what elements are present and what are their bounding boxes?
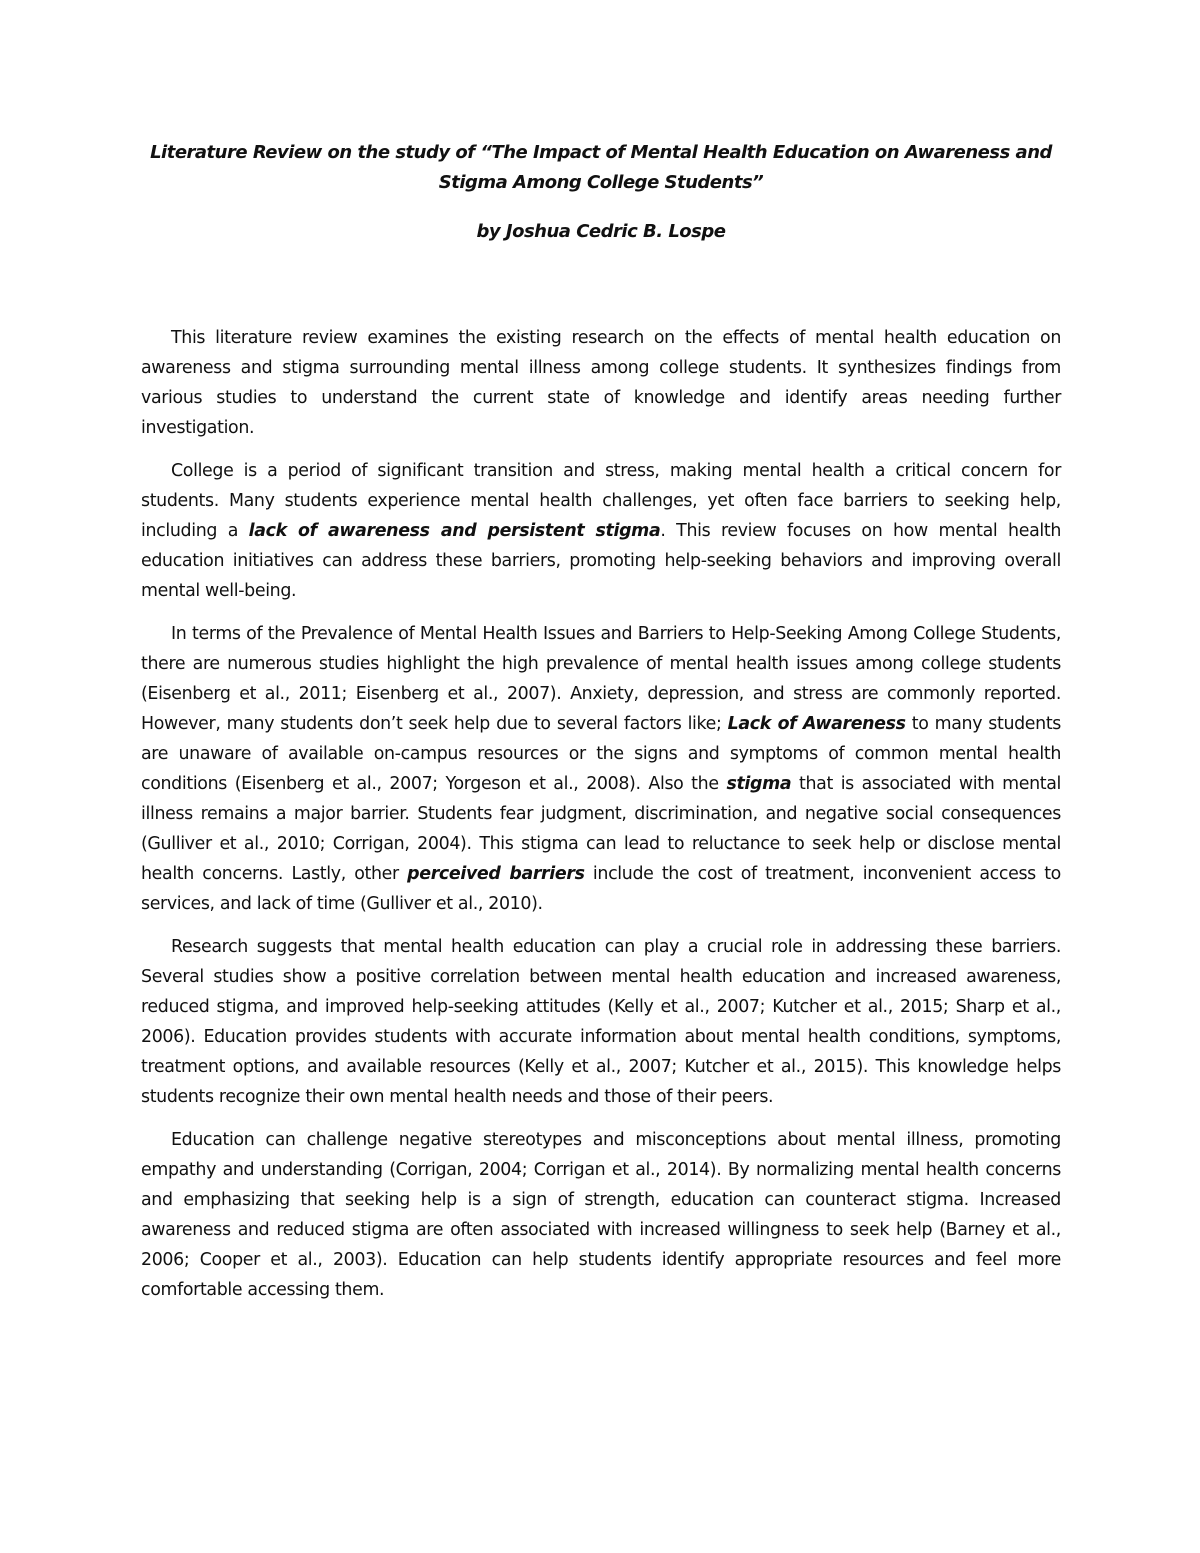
emphasis-lack-of-awareness-stigma: lack of awareness and persistent stigma xyxy=(248,521,661,541)
paragraph-text: to many students are unaware of available on-campus resources or the signs and symptoms of common mental health conditions (Eisenberg et al., 2007; Yorgeson et al., 2008). Also the xyxy=(141,714,1062,794)
paragraph-text: that is associated with mental illness remains a major barrier. Students fear judgment, discrimination, and negative social consequences (Gulliver et al., 2010; Corrigan, 2004). This stigma can lead to reluctance to seek help or disclose mental health concerns. Lastly, other xyxy=(141,774,1062,884)
document-body xyxy=(141,323,1061,1305)
paragraph-text: In terms of the Prevalence of Mental Health Issues and Barriers to Help-Seeking Among College Students, there are numerous studies highlight the high prevalence of mental health issues among college students (Eisenberg et al., 2011; Eisenberg et al., 2007). Anxiety, depression, and stress are commonly reported. However, many students don’t seek help due to several factors like; xyxy=(141,624,1061,734)
paragraph-text: College is a period of significant transition and stress, making mental health a critical concern for students. Many students experience mental health challenges, yet often face barriers to seeking help, including a xyxy=(141,461,1061,541)
document-author: by Joshua Cedric B. Lospe xyxy=(476,221,726,242)
paragraph-college-context xyxy=(141,456,1061,606)
paragraph-text: include the cost of treatment, inconvenient access to services, and lack of time (Gulliver et al., 2010). xyxy=(141,864,1061,914)
paragraph-text: . This review focuses on how mental health education initiatives can address these barriers, promoting help-seeking behaviors and improving overall mental well-being. xyxy=(141,521,1061,601)
emphasis-stigma: stigma xyxy=(726,774,792,794)
paragraph-challenging-stereotypes: Education can challenge negative stereotypes and misconceptions about mental illness, promoting empathy and understanding (Corrigan, 2004; Corrigan et al., 2014). By normalizing mental health concerns and emphasizing that seeking help is a sign of strength, education can counteract stigma. Increased awareness and reduced stigma are often associated with increased willingness to seek help (Barney et al., 2006; Cooper et al., 2003). Education can help students identify appropriate resources and feel more comfortable accessing them. xyxy=(141,1130,1061,1300)
emphasis-perceived-barriers: perceived barriers xyxy=(407,864,585,884)
document-title: Literature Review on the study of “The Impact of Mental Health Education on Awareness and Stigma Among College Students” xyxy=(150,142,1052,193)
paragraph-education-role: Research suggests that mental health education can play a crucial role in addressing these barriers. Several studies show a positive correlation between mental health education and increased awareness, reduced stigma, and improved help-seeking attitudes (Kelly et al., 2007; Kutcher et al., 2015; Sharp et al., 2006). Education provides students with accurate information about mental health conditions, symptoms, treatment options, and available resources (Kelly et al., 2007; Kutcher et al., 2015). This knowledge helps students recognize their own mental health needs and those of their peers. xyxy=(141,937,1061,1107)
emphasis-lack-of-awareness: Lack of Awareness xyxy=(727,714,906,734)
paragraph-prevalence-barriers xyxy=(141,619,1061,919)
paragraph-introduction: This literature review examines the existing research on the effects of mental health education on awareness and stigma surrounding mental illness among college students. It synthesizes findings from various studies to understand the current state of knowledge and identify areas needing further investigation. xyxy=(141,328,1061,438)
document-page xyxy=(141,138,1061,1318)
